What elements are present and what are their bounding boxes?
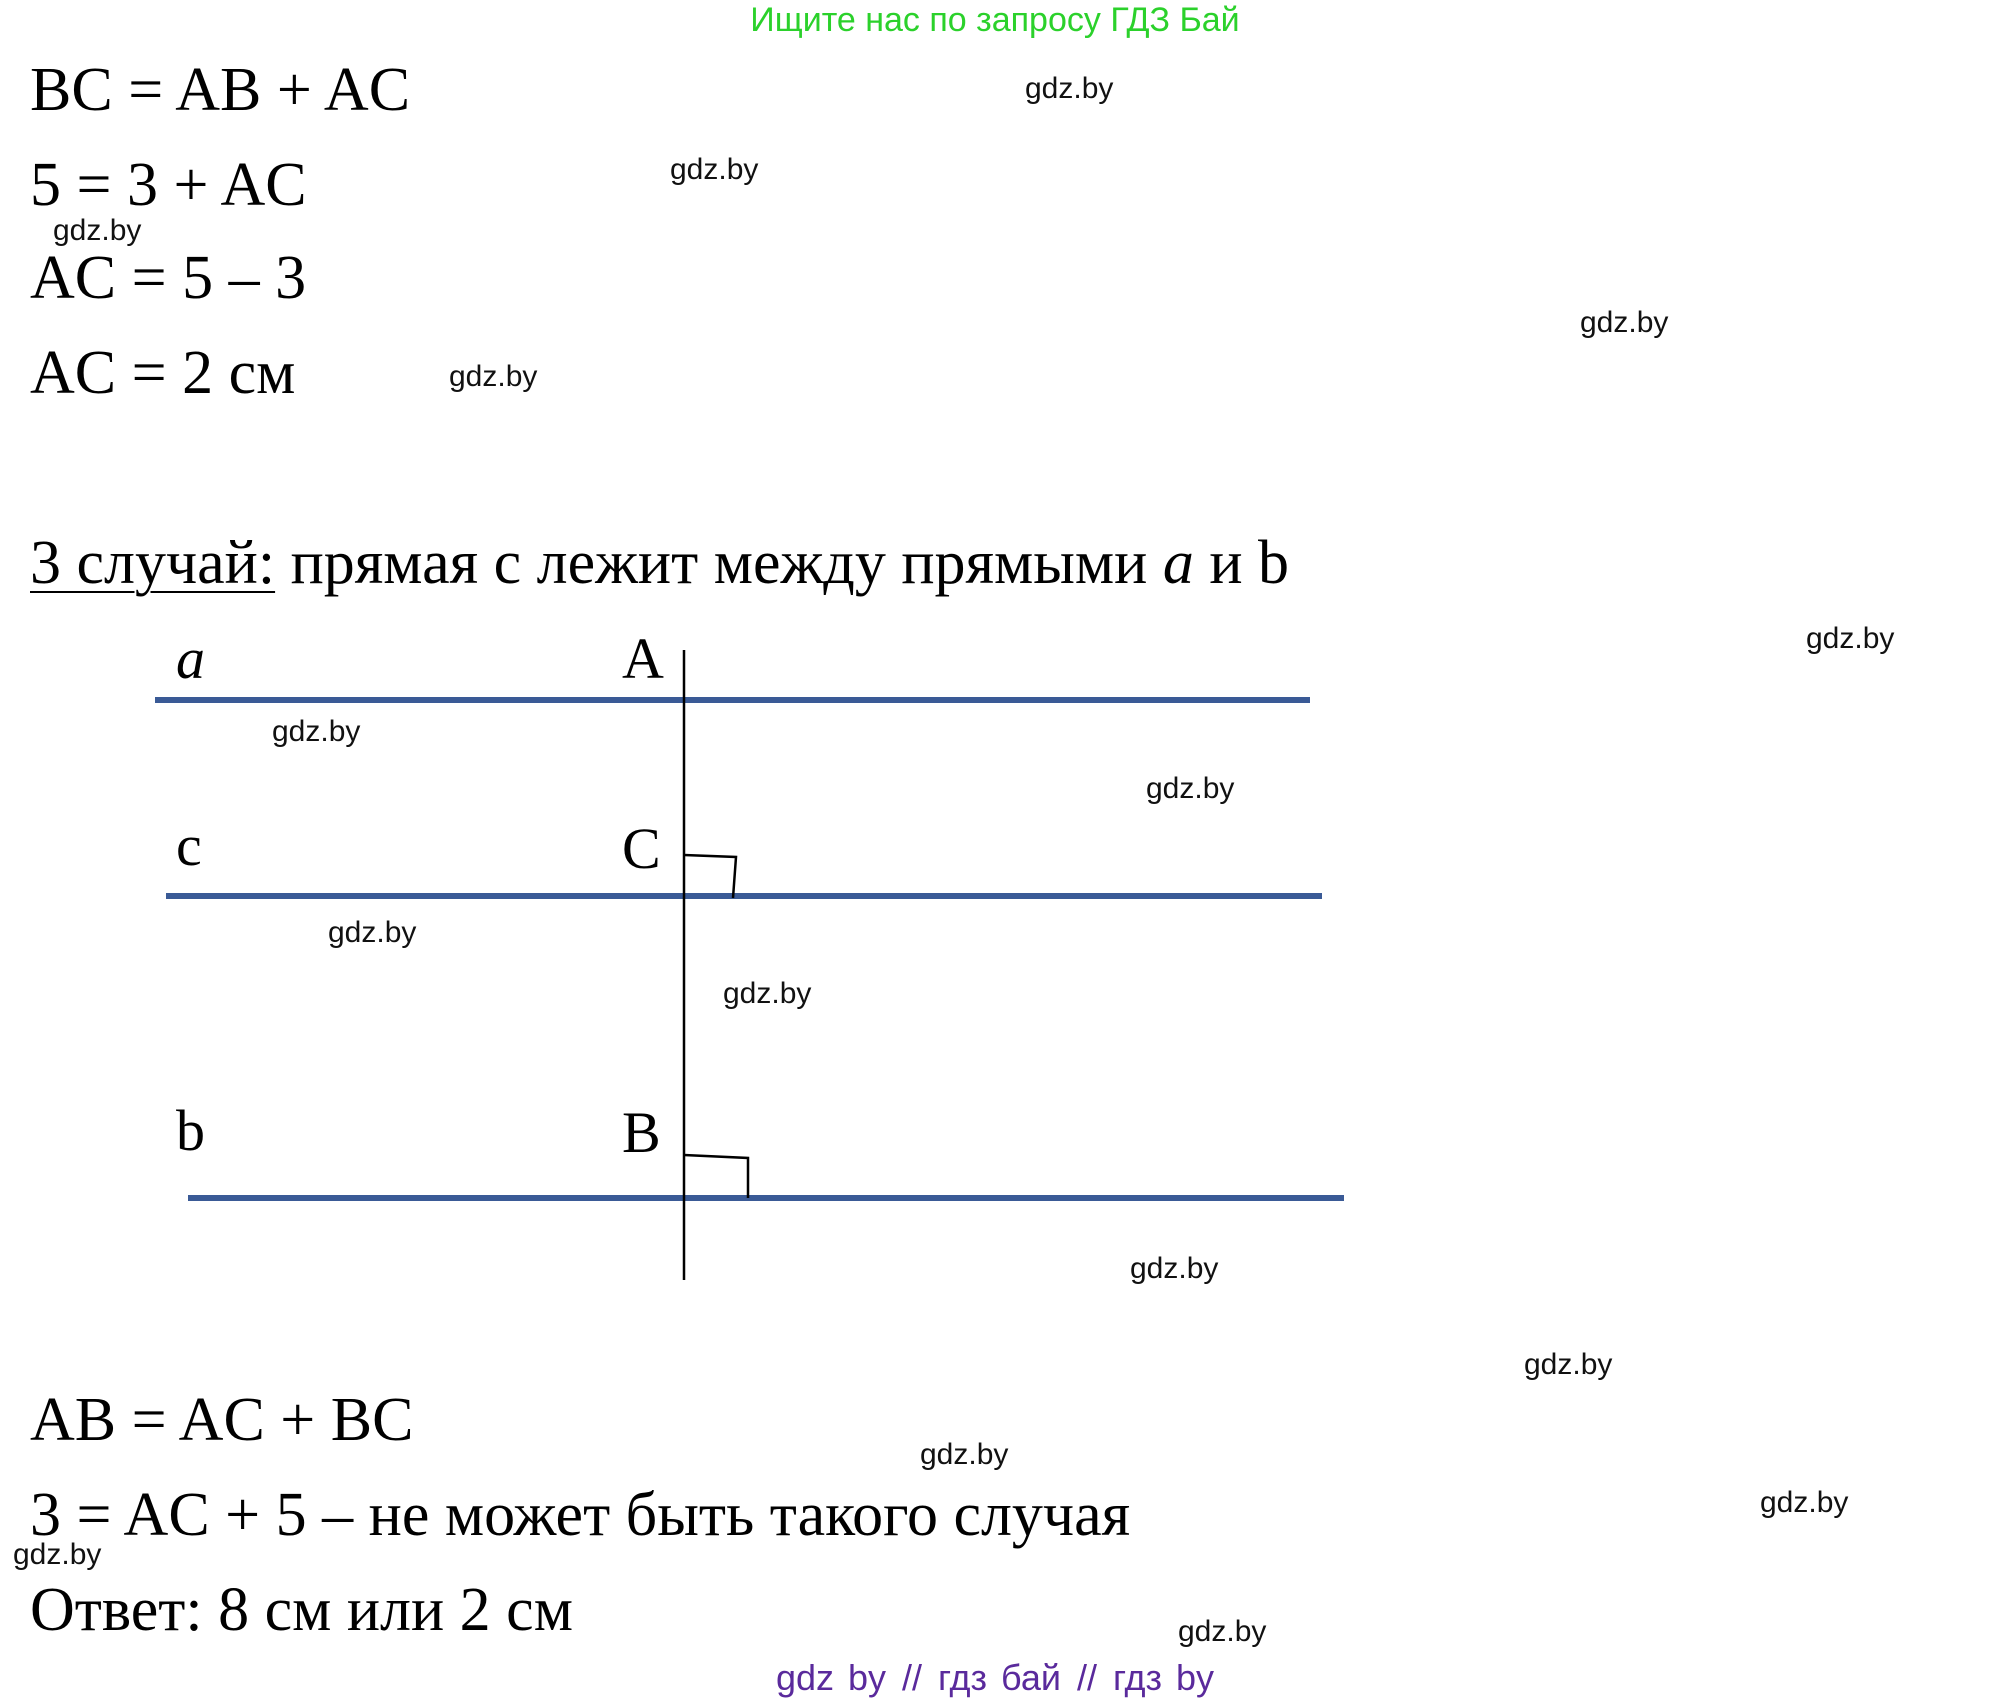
- right-angle-mark-b: [684, 1155, 748, 1198]
- case-3-var-a: a: [1162, 529, 1194, 597]
- watermark: gdz.by: [1760, 1486, 1849, 1519]
- label-point-a: A: [622, 626, 664, 691]
- label-point-c: C: [622, 816, 661, 881]
- watermark: gdz.by: [1025, 72, 1114, 105]
- case-3-label: 3 случай:: [30, 529, 276, 597]
- equation-line-1: BC = AB + AC: [30, 56, 411, 124]
- answer-line: Ответ: 8 см или 2 см: [30, 1576, 573, 1644]
- case-3-text: прямая с лежит между прямыми: [275, 529, 1163, 597]
- label-line-c: c: [176, 813, 202, 878]
- watermark: gdz.by: [1806, 622, 1895, 655]
- footer-link-gdz-by-cyr[interactable]: гдз by: [1113, 1657, 1215, 1698]
- footer-link-gdz-bai[interactable]: гдз бай: [938, 1657, 1061, 1698]
- watermark: gdz.by: [1130, 1252, 1219, 1285]
- label-point-b: B: [622, 1100, 661, 1165]
- right-angle-mark-c: [684, 855, 736, 898]
- footer-links: [0, 1658, 1990, 1698]
- case-3-text-and: и b: [1193, 529, 1290, 597]
- watermark: gdz.by: [1146, 772, 1235, 805]
- equation-line-6: 3 = AC + 5 – не может быть такого случая: [30, 1481, 1131, 1549]
- search-banner[interactable]: Ищите нас по запросу ГДЗ Бай: [750, 1, 1240, 39]
- equation-line-4: AC = 2 см: [30, 339, 296, 407]
- equation-line-5: AB = AC + BC: [30, 1386, 414, 1454]
- footer-separator: //: [1076, 1657, 1097, 1698]
- watermark: gdz.by: [1580, 306, 1669, 339]
- watermark: gdz.by: [449, 360, 538, 393]
- watermark: gdz.by: [13, 1538, 102, 1571]
- watermark: gdz.by: [670, 153, 759, 186]
- label-line-a: a: [176, 626, 205, 691]
- equation-line-3: AC = 5 – 3: [30, 244, 307, 312]
- label-line-b: b: [176, 1098, 205, 1163]
- watermark: gdz.by: [723, 977, 812, 1010]
- watermark: gdz.by: [272, 715, 361, 748]
- watermark: gdz.by: [328, 916, 417, 949]
- footer-separator: //: [902, 1657, 923, 1698]
- watermark: gdz.by: [1524, 1348, 1613, 1381]
- watermark: gdz.by: [53, 214, 142, 247]
- watermark: gdz.by: [920, 1438, 1009, 1471]
- equation-line-2: 5 = 3 + AC: [30, 151, 307, 219]
- footer-link-gdz-by[interactable]: gdz by: [775, 1657, 887, 1698]
- watermark: gdz.by: [1178, 1615, 1267, 1648]
